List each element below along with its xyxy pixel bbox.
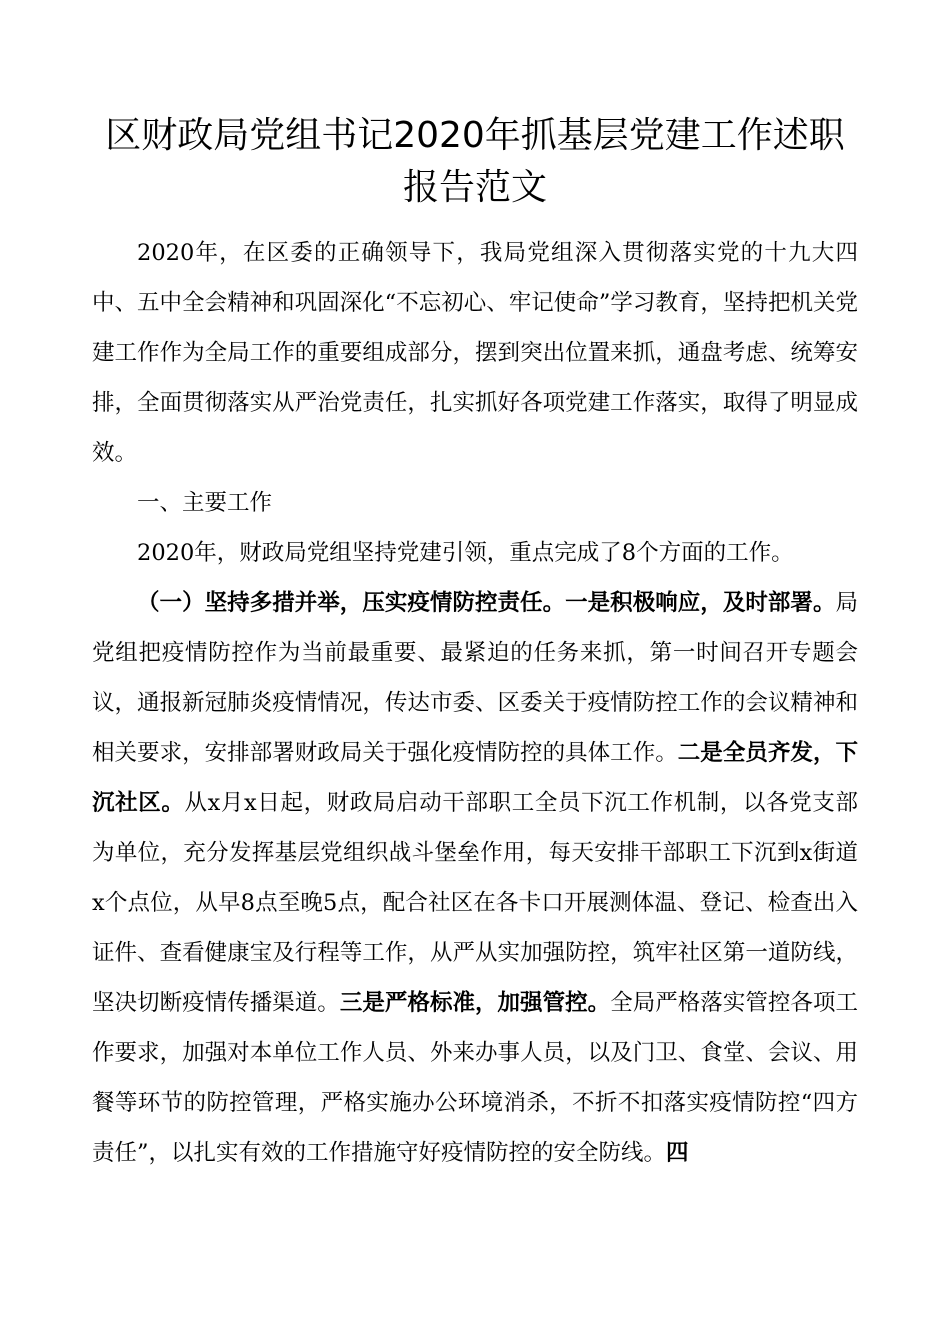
item-one-point-2: 二是全员齐发，下沉社区。 [92, 740, 858, 816]
item-one-lead: （一）坚持多措并举，压实疫情防控责任。一是积极响应，及时部署。 [137, 590, 836, 616]
item-one-text-3: 全局严格落实管控各项工作要求，加强对本单位工作人员、外来办事人员，以及门卫、食堂、会议、用餐等环节的防控管理，严格实施办公环境消杀，不折不扣落实疫情防控“四方责任”，以扎实有效的工作措施守好疫情防控的安全防线。 [92, 990, 858, 1166]
section-heading: 一、主要工作 [137, 490, 273, 516]
item-one-point-3: 三是严格标准，加强管控。 [339, 990, 611, 1016]
document-title: 区财政局党组书记2020年抓基层党建工作述职报告范文 [105, 115, 845, 208]
document-page [92, 110, 858, 1178]
item-one-text-1: 局党组把疫情防控作为当前最重要、最紧迫的任务来抓，第一时间召开专题会议，通报新冠肺炎疫情情况，传达市委、区委关于疫情防控工作的会议精神和相关要求，安排部署财政局关于强化疫情防控的具体工作。 [92, 590, 858, 766]
intro-paragraph: 2020年，在区委的正确领导下，我局党组深入贯彻落实党的十九大四中、五中全会精神和巩固深化“不忘初心、牢记使命”学习教育，坚持把机关党建工作作为全局工作的重要组成部分，摆到突出位置来抓，通盘考虑、统筹安排，全面贯彻落实从严治党责任，扎实抓好各项党建工作落实，取得了明显成效。 [92, 240, 858, 466]
section-summary-paragraph: 2020年，财政局党组坚持党建引领，重点完成了8个方面的工作。 [137, 540, 794, 566]
item-one-point-4: 四 [666, 1140, 689, 1166]
item-one-paragraph [92, 578, 858, 1178]
item-one-text-2: 从x月x日起，财政局启动干部职工全员下沉工作机制，以各党支部为单位，充分发挥基层党组织战斗堡垒作用，每天安排干部职工下沉到x街道x个点位，从早8点至晚5点，配合社区在各卡口开展测体温、登记、检查出入证件、查看健康宝及行程等工作，从严从实加强防控，筑牢社区第一道防线，坚决切断疫情传播渠道。 [92, 790, 858, 1016]
